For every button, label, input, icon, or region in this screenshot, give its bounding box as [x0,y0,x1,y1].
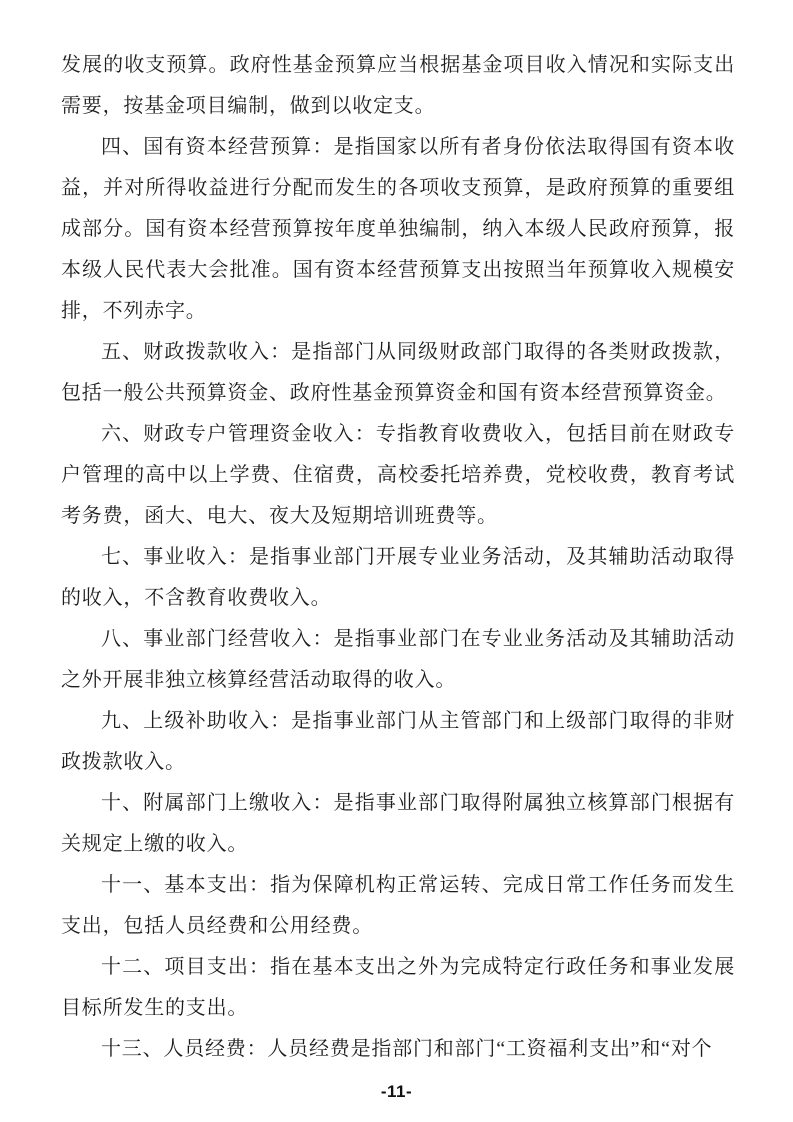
paragraph-item-6: 六、财政专户管理资金收入：专指教育收费收入，包括目前在财政专户管理的高中以上学费、住宿费，高校委托培养费，党校收费，教育考试考务费，函大、电大、夜大及短期培训班费等。 [61,423,735,527]
paragraph-item-11: 十一、基本支出：指为保障机构正常运转、完成日常工作任务而发生支出，包括人员经费和公用经费。 [61,874,735,937]
paragraph-item-5: 五、财政拨款收入：是指部门从同级财政部门取得的各类财政拨款，包括一般公共预算资金、政府性基金预算资金和国有资本经营预算资金。 [61,341,735,404]
page-number: -11- [380,1082,413,1101]
paragraph-item-9: 九、上级补助收入：是指事业部门从主管部门和上级部门取得的非财政拨款收入。 [61,710,735,773]
paragraph-item-13: 十三、人员经费：人员经费是指部门和部门“工资福利支出”和“对个 [101,1038,713,1060]
paragraph-continuation: 发展的收支预算。政府性基金预算应当根据基金项目收入情况和实际支出需要，按基金项目编制，做到以收定支。 [61,54,735,117]
paragraph-item-4: 四、国有资本经营预算：是指国家以所有者身份依法取得国有资本收益，并对所得收益进行分配而发生的各项收支预算，是政府预算的重要组成部分。国有资本经营预算按年度单独编制，纳入本级人民政府预算，报本级人民代表大会批准。国有资本经营预算支出按照当年预算收入规模安排，不列赤字。 [61,136,735,322]
paragraph-item-12: 十二、项目支出：指在基本支出之外为完成特定行政任务和事业发展目标所发生的支出。 [61,956,735,1019]
paragraph-item-8: 八、事业部门经营收入：是指事业部门在专业业务活动及其辅助活动之外开展非独立核算经营活动取得的收入。 [61,628,735,691]
page-body-text [61,45,735,1070]
paragraph-item-10: 十、附属部门上缴收入：是指事业部门取得附属独立核算部门根据有关规定上缴的收入。 [61,792,735,855]
paragraph-item-7: 七、事业收入：是指事业部门开展专业业务活动，及其辅助活动取得的收入，不含教育收费收入。 [61,546,735,609]
